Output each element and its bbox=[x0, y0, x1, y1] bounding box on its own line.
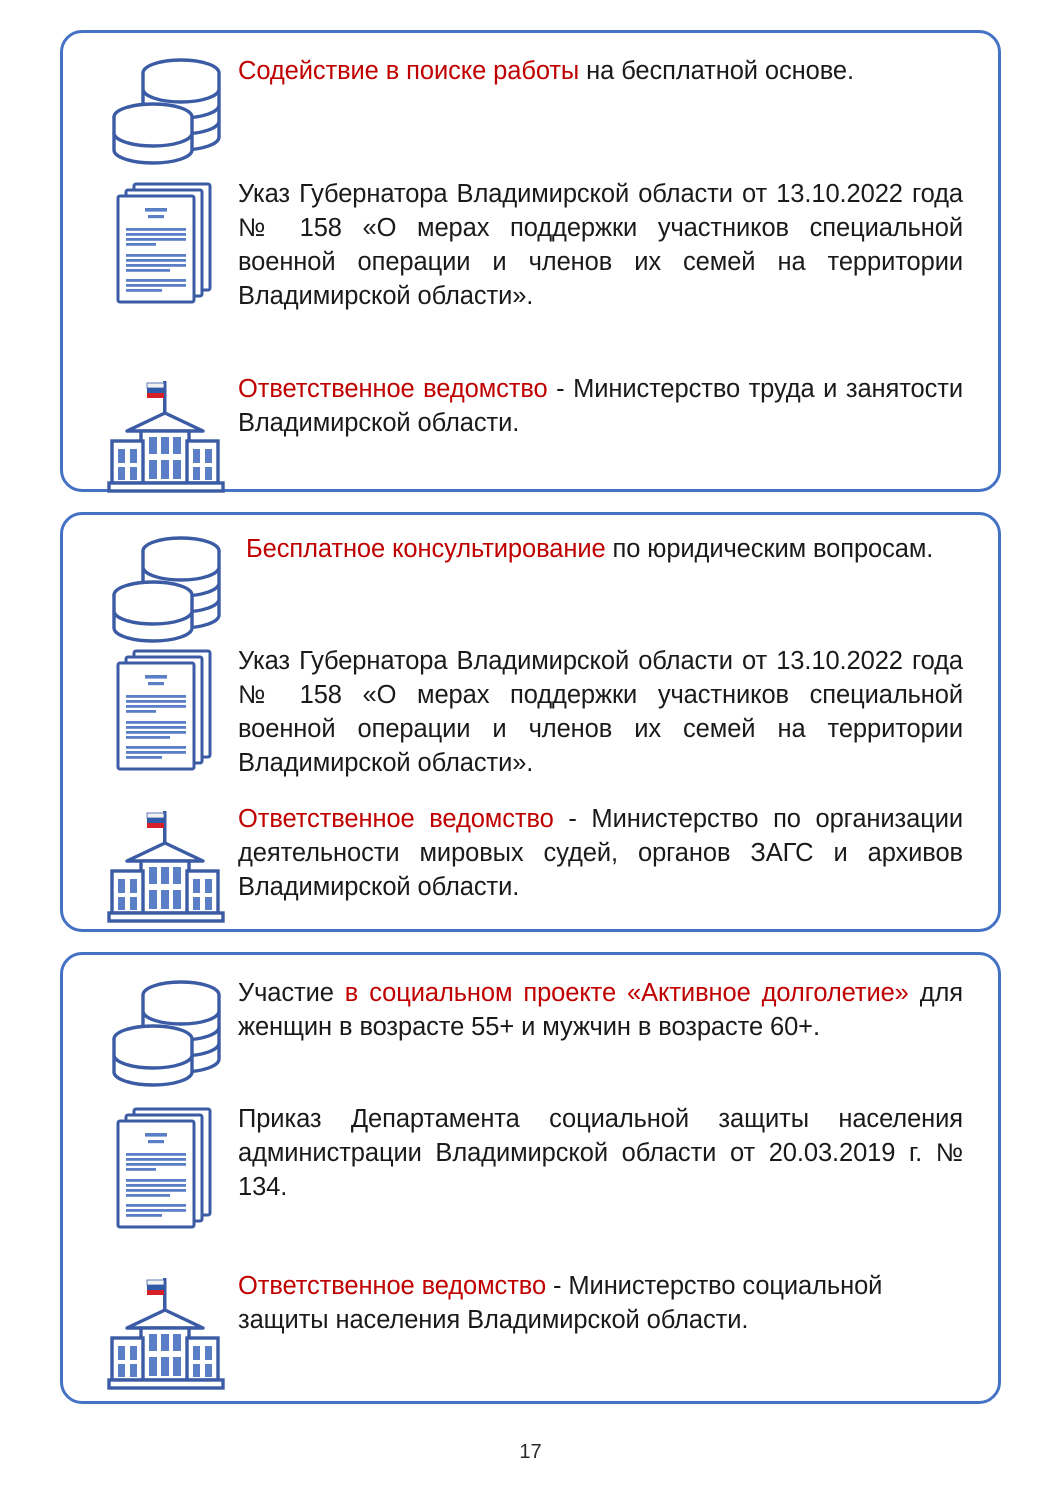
documents-stack-icon bbox=[93, 178, 238, 308]
benefit-row bbox=[63, 533, 998, 651]
responsible-agency-row bbox=[63, 1270, 998, 1394]
government-building-icon bbox=[93, 1270, 238, 1394]
benefit-highlight: в социальном проекте «Активное долголетие» bbox=[344, 979, 909, 1007]
page-number: 17 bbox=[519, 1441, 542, 1463]
responsible-agency-text bbox=[238, 803, 963, 905]
responsible-agency-label: Ответственное ведомство bbox=[238, 375, 548, 403]
responsible-agency-row bbox=[63, 803, 998, 927]
legal-basis-text: Указ Губернатора Владимирской области от 13.10.2022 года № 158 «О мерах поддержки участников специальной военной операции и членов их семей на территории Владимирской области». bbox=[238, 647, 963, 777]
benefit-rest: на бесплатной основе. bbox=[579, 57, 854, 85]
benefit-text bbox=[238, 55, 963, 89]
benefit-rest: по юридическим вопросам. bbox=[605, 535, 934, 563]
responsible-agency-value: - Министерство по организации деятельности мировых судей, органов ЗАГС и архивов Владимирской области. bbox=[238, 805, 963, 901]
responsible-agency-value: - Министерство труда и занятости Владимирской области. bbox=[238, 375, 963, 437]
responsible-agency-label: Ответственное ведомство bbox=[238, 1272, 547, 1300]
benefit-row bbox=[63, 977, 998, 1095]
benefit-row bbox=[63, 55, 998, 173]
responsible-agency-label: Ответственное ведомство bbox=[238, 805, 554, 833]
benefit-text bbox=[238, 977, 963, 1045]
legal-basis-text: Указ Губернатора Владимирской области от 13.10.2022 года № 158 «О мерах поддержки участников специальной военной операции и членов их семей на территории Владимирской области». bbox=[238, 180, 963, 310]
responsible-agency-text bbox=[238, 373, 963, 441]
responsible-agency-text bbox=[238, 1270, 963, 1338]
benefit-highlight: Бесплатное консультирование bbox=[246, 535, 606, 563]
coins-icon bbox=[93, 55, 238, 173]
benefit-prefix: Участие bbox=[238, 979, 345, 1007]
documents-stack-icon bbox=[93, 645, 238, 775]
benefit-card-legal-consulting bbox=[60, 512, 1001, 932]
benefit-rest: для женщин в возрасте 55+ и мужчин в возрасте 60+. bbox=[238, 979, 963, 1041]
government-building-icon bbox=[93, 373, 238, 497]
coins-icon bbox=[93, 533, 238, 651]
documents-stack-icon bbox=[93, 1103, 238, 1233]
government-building-icon bbox=[93, 803, 238, 927]
legal-basis-row bbox=[63, 1103, 998, 1233]
coins-icon bbox=[93, 977, 238, 1095]
benefit-card-active-longevity bbox=[60, 952, 1001, 1404]
responsible-agency-value: - Министерство социальной защиты населения Владимирской области. bbox=[238, 1272, 883, 1334]
legal-basis-row bbox=[63, 178, 998, 314]
benefit-text bbox=[238, 533, 963, 567]
legal-basis-text: Приказ Департамента социальной защиты населения администрации Владимирской области от 20.03.2019 г. № 134. bbox=[238, 1105, 963, 1201]
legal-basis-row bbox=[63, 645, 998, 781]
responsible-agency-row bbox=[63, 373, 998, 497]
benefit-highlight: Содействие в поиске работы bbox=[238, 57, 580, 85]
benefit-card-job-search bbox=[60, 30, 1001, 492]
